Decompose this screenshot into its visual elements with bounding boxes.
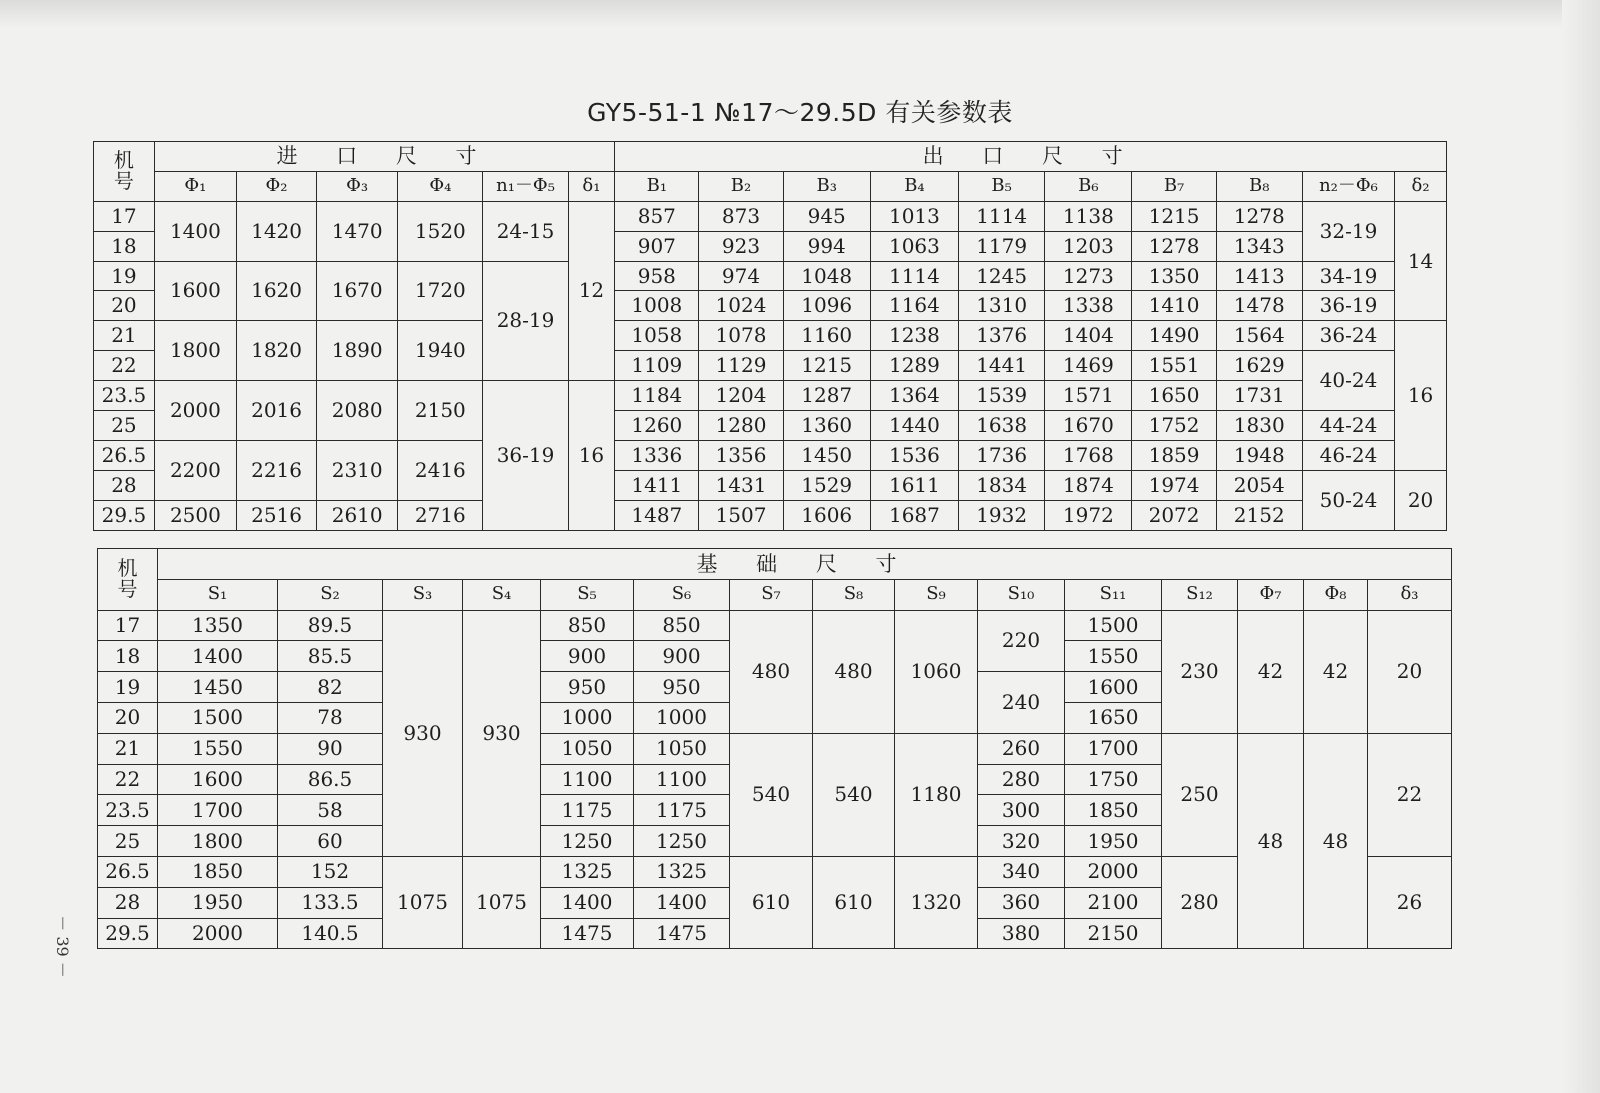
s1-cell: 1850 [158,856,278,887]
s5-cell: 1325 [541,856,634,887]
col-header: Φ₃ [317,171,398,201]
delta2-cell: 20 [1395,470,1447,530]
jihao-cell: 22 [94,351,155,381]
b5-cell: 1376 [959,321,1045,351]
b7-cell: 1278 [1132,231,1216,261]
b3-cell: 1529 [783,470,870,500]
b3-cell: 1606 [783,500,870,530]
s9-cell: 1180 [895,733,978,856]
s11-cell: 1500 [1065,610,1162,641]
col-header: Φ₄ [398,171,483,201]
s5-cell: 900 [541,641,634,672]
s1-cell: 1700 [158,795,278,826]
inlet-header: 进 口 尺 寸 [154,142,614,172]
col-header: Φ₇ [1238,579,1304,610]
n2phi6-cell: 36-19 [1302,291,1394,321]
s6-cell: 1475 [634,918,730,949]
col-header: S₈ [813,579,895,610]
col-header: Φ₂ [236,171,316,201]
b5-cell: 1245 [959,261,1045,291]
b2-cell: 1507 [699,500,783,530]
phi8-cell: 42 [1304,610,1368,733]
b1-cell: 1058 [615,321,699,351]
b7-cell: 1859 [1132,440,1216,470]
jihao-cell: 17 [94,201,155,231]
b1-cell: 1260 [615,411,699,441]
phi3-cell: 2080 [317,381,398,441]
n1phi5-cell: 24-15 [483,201,568,261]
b2-cell: 873 [699,201,783,231]
col-header: B₁ [615,171,699,201]
col-header: Φ₁ [154,171,236,201]
b5-cell: 1736 [959,440,1045,470]
b8-cell: 1564 [1216,321,1302,351]
jihao-cell: 18 [94,231,155,261]
s1-cell: 1550 [158,733,278,764]
phi4-cell: 2716 [398,500,483,530]
s3-cell: 1075 [383,856,463,948]
delta3-cell: 22 [1368,733,1452,856]
b4-cell: 1611 [870,470,958,500]
b6-cell: 1338 [1045,291,1132,321]
b7-cell: 1350 [1132,261,1216,291]
b6-cell: 1768 [1045,440,1132,470]
table-row [94,201,1447,231]
scan-right-edge [1562,0,1600,1093]
col-header: S₇ [730,579,813,610]
scan-top-edge [0,0,1600,28]
s5-cell: 1400 [541,887,634,918]
b3-cell: 1450 [783,440,870,470]
s1-cell: 1350 [158,610,278,641]
col-header: n₁－Φ₅ [483,171,568,201]
s11-cell: 1950 [1065,826,1162,857]
s2-cell: 152 [278,856,383,887]
jihao-cell: 25 [98,826,158,857]
col-header: Φ₈ [1304,579,1368,610]
s12-cell: 280 [1162,856,1238,948]
s2-cell: 82 [278,672,383,703]
phi2-cell: 2516 [236,500,316,530]
b4-cell: 1687 [870,500,958,530]
b3-cell: 1160 [783,321,870,351]
b4-cell: 1114 [870,261,958,291]
s1-cell: 1400 [158,641,278,672]
phi3-cell: 1670 [317,261,398,321]
col-header: B₅ [959,171,1045,201]
page-number [32,905,72,985]
jihao-header-text: 机 号 [113,148,134,194]
table-row [94,500,1447,530]
table-row [94,381,1447,411]
delta2-cell: 14 [1395,201,1447,321]
s5-cell: 1475 [541,918,634,949]
s5-cell: 1250 [541,826,634,857]
s11-cell: 1750 [1065,764,1162,795]
phi1-cell: 1800 [154,321,236,381]
b3-cell: 1360 [783,411,870,441]
n1phi5-cell: 28-19 [483,261,568,381]
phi7-cell: 42 [1238,610,1304,733]
phi1-cell: 2200 [154,440,236,500]
s2-cell: 78 [278,702,383,733]
b7-cell: 1974 [1132,470,1216,500]
b2-cell: 1356 [699,440,783,470]
b5-cell: 1638 [959,411,1045,441]
s10-cell: 320 [978,826,1065,857]
jihao-cell: 21 [94,321,155,351]
s9-cell: 1060 [895,610,978,733]
col-header: S₁₂ [1162,579,1238,610]
b5-cell: 1310 [959,291,1045,321]
b1-cell: 1411 [615,470,699,500]
b6-cell: 1972 [1045,500,1132,530]
phi2-cell: 1420 [236,201,316,261]
col-header: δ₂ [1395,171,1447,201]
col-header: B₆ [1045,171,1132,201]
b6-cell: 1469 [1045,351,1132,381]
jihao-cell: 28 [98,887,158,918]
b7-cell: 1752 [1132,411,1216,441]
col-header: S₄ [463,579,541,610]
b2-cell: 1024 [699,291,783,321]
phi4-cell: 1940 [398,321,483,381]
phi3-cell: 2610 [317,500,398,530]
b6-cell: 1138 [1045,201,1132,231]
jihao-cell: 21 [98,733,158,764]
s12-cell: 230 [1162,610,1238,733]
s5-cell: 1000 [541,702,634,733]
jihao-cell: 26.5 [94,440,155,470]
b7-cell: 1650 [1132,381,1216,411]
phi3-cell: 2310 [317,440,398,500]
s2-cell: 89.5 [278,610,383,641]
s11-cell: 2000 [1065,856,1162,887]
n2phi6-cell: 32-19 [1302,201,1394,261]
jihao-cell: 20 [94,291,155,321]
col-header: S₆ [634,579,730,610]
phi7-cell: 48 [1238,733,1304,949]
col-header: δ₁ [568,171,615,201]
b2-cell: 923 [699,231,783,261]
n2phi6-cell: 46-24 [1302,440,1394,470]
s10-cell: 260 [978,733,1065,764]
b1-cell: 1336 [615,440,699,470]
jihao-cell: 20 [98,702,158,733]
col-header: S₂ [278,579,383,610]
b1-cell: 1008 [615,291,699,321]
b2-cell: 974 [699,261,783,291]
subheader-row [98,579,1452,610]
s1-cell: 1500 [158,702,278,733]
b8-cell: 2152 [1216,500,1302,530]
delta1-cell: 16 [568,381,615,530]
s8-cell: 480 [813,610,895,733]
phi2-cell: 1820 [236,321,316,381]
col-header: S₁₀ [978,579,1065,610]
b7-cell: 1551 [1132,351,1216,381]
b8-cell: 2054 [1216,470,1302,500]
s2-cell: 86.5 [278,764,383,795]
b1-cell: 907 [615,231,699,261]
delta3-cell: 26 [1368,856,1452,948]
b7-cell: 1410 [1132,291,1216,321]
b3-cell: 1048 [783,261,870,291]
b8-cell: 1830 [1216,411,1302,441]
s6-cell: 950 [634,672,730,703]
b6-cell: 1273 [1045,261,1132,291]
jihao-cell: 25 [94,411,155,441]
s6-cell: 1400 [634,887,730,918]
s11-cell: 2100 [1065,887,1162,918]
b5-cell: 1114 [959,201,1045,231]
n2phi6-cell: 50-24 [1302,470,1394,530]
s1-cell: 1950 [158,887,278,918]
b6-cell: 1874 [1045,470,1132,500]
b7-cell: 1490 [1132,321,1216,351]
b1-cell: 1184 [615,381,699,411]
jihao-cell: 19 [98,672,158,703]
s5-cell: 850 [541,610,634,641]
s8-cell: 610 [813,856,895,948]
s2-cell: 133.5 [278,887,383,918]
b2-cell: 1204 [699,381,783,411]
s11-cell: 1700 [1065,733,1162,764]
s6-cell: 1325 [634,856,730,887]
s7-cell: 540 [730,733,813,856]
b3-cell: 994 [783,231,870,261]
b3-cell: 1215 [783,351,870,381]
b5-cell: 1834 [959,470,1045,500]
header-row [94,142,1447,172]
phi4-cell: 1520 [398,201,483,261]
s12-cell: 250 [1162,733,1238,856]
s6-cell: 1175 [634,795,730,826]
jihao-cell: 26.5 [98,856,158,887]
jihao-header-text: 机 号 [117,556,138,602]
n2phi6-cell: 36-24 [1302,321,1394,351]
jihao-cell: 17 [98,610,158,641]
b4-cell: 1364 [870,381,958,411]
s2-cell: 60 [278,826,383,857]
s2-cell: 90 [278,733,383,764]
col-header: B₂ [699,171,783,201]
phi4-cell: 1720 [398,261,483,321]
s2-cell: 140.5 [278,918,383,949]
n2phi6-cell: 34-19 [1302,261,1394,291]
s10-cell: 380 [978,918,1065,949]
b6-cell: 1203 [1045,231,1132,261]
phi1-cell: 2000 [154,381,236,441]
inlet-outlet-table [93,141,1447,531]
s11-cell: 1600 [1065,672,1162,703]
s6-cell: 850 [634,610,730,641]
s5-cell: 1050 [541,733,634,764]
b4-cell: 1289 [870,351,958,381]
page-number-text: － 39 － [52,915,72,978]
n2phi6-cell: 40-24 [1302,351,1394,411]
b4-cell: 1063 [870,231,958,261]
s11-cell: 1850 [1065,795,1162,826]
s6-cell: 1050 [634,733,730,764]
s10-cell: 240 [978,672,1065,734]
phi8-cell: 48 [1304,733,1368,949]
phi2-cell: 1620 [236,261,316,321]
s9-cell: 1320 [895,856,978,948]
b4-cell: 1440 [870,411,958,441]
jihao-cell: 23.5 [98,795,158,826]
jihao-cell: 22 [98,764,158,795]
b7-cell: 2072 [1132,500,1216,530]
b6-cell: 1571 [1045,381,1132,411]
s3-cell: 930 [383,610,463,856]
b8-cell: 1731 [1216,381,1302,411]
jihao-header [94,142,155,202]
phi3-cell: 1470 [317,201,398,261]
jihao-header [98,549,158,611]
table-row [94,321,1447,351]
b1-cell: 857 [615,201,699,231]
s2-cell: 58 [278,795,383,826]
s1-cell: 1600 [158,764,278,795]
col-header: S₁₁ [1065,579,1162,610]
b4-cell: 1013 [870,201,958,231]
b4-cell: 1164 [870,291,958,321]
s4-cell: 930 [463,610,541,856]
phi2-cell: 2016 [236,381,316,441]
phi4-cell: 2416 [398,440,483,500]
b4-cell: 1536 [870,440,958,470]
s4-cell: 1075 [463,856,541,948]
col-header: S₉ [895,579,978,610]
s5-cell: 950 [541,672,634,703]
jihao-cell: 23.5 [94,381,155,411]
jihao-cell: 29.5 [98,918,158,949]
phi3-cell: 1890 [317,321,398,381]
col-header: δ₃ [1368,579,1452,610]
delta2-cell: 16 [1395,321,1447,470]
foundation-table [97,548,1452,949]
b8-cell: 1343 [1216,231,1302,261]
col-header: B₃ [783,171,870,201]
col-header: n₂－Φ₆ [1302,171,1394,201]
b6-cell: 1670 [1045,411,1132,441]
phi2-cell: 2216 [236,440,316,500]
b2-cell: 1280 [699,411,783,441]
table-row [98,733,1452,764]
b2-cell: 1431 [699,470,783,500]
phi1-cell: 1600 [154,261,236,321]
s7-cell: 610 [730,856,813,948]
phi4-cell: 2150 [398,381,483,441]
s10-cell: 280 [978,764,1065,795]
outlet-header: 出 口 尺 寸 [615,142,1447,172]
jihao-cell: 18 [98,641,158,672]
b1-cell: 958 [615,261,699,291]
s10-cell: 340 [978,856,1065,887]
jihao-cell: 29.5 [94,500,155,530]
s2-cell: 85.5 [278,641,383,672]
s1-cell: 1450 [158,672,278,703]
col-header: S₅ [541,579,634,610]
s6-cell: 900 [634,641,730,672]
b3-cell: 1287 [783,381,870,411]
col-header: S₁ [158,579,278,610]
b2-cell: 1078 [699,321,783,351]
jihao-cell: 28 [94,470,155,500]
col-header: B₇ [1132,171,1216,201]
b7-cell: 1215 [1132,201,1216,231]
b8-cell: 1948 [1216,440,1302,470]
s1-cell: 2000 [158,918,278,949]
table-row [94,440,1447,470]
header-row [98,549,1452,580]
s7-cell: 480 [730,610,813,733]
b1-cell: 1487 [615,500,699,530]
s1-cell: 1800 [158,826,278,857]
b2-cell: 1129 [699,351,783,381]
s10-cell: 220 [978,610,1065,672]
table-row [94,261,1447,291]
s5-cell: 1175 [541,795,634,826]
phi1-cell: 1400 [154,201,236,261]
b6-cell: 1404 [1045,321,1132,351]
s11-cell: 1650 [1065,702,1162,733]
b1-cell: 1109 [615,351,699,381]
b5-cell: 1539 [959,381,1045,411]
foundation-header: 基 础 尺 寸 [158,549,1452,580]
s8-cell: 540 [813,733,895,856]
s6-cell: 1000 [634,702,730,733]
n1phi5-cell: 36-19 [483,381,568,530]
jihao-cell: 19 [94,261,155,291]
s6-cell: 1100 [634,764,730,795]
table-row [98,610,1452,641]
col-header: S₃ [383,579,463,610]
s5-cell: 1100 [541,764,634,795]
b8-cell: 1629 [1216,351,1302,381]
b3-cell: 945 [783,201,870,231]
b8-cell: 1478 [1216,291,1302,321]
s11-cell: 2150 [1065,918,1162,949]
delta1-cell: 12 [568,201,615,380]
col-header: B₈ [1216,171,1302,201]
b8-cell: 1278 [1216,201,1302,231]
s10-cell: 300 [978,795,1065,826]
b5-cell: 1441 [959,351,1045,381]
page-title: GY5-51-1 №17～29.5D 有关参数表 [587,98,1013,127]
s6-cell: 1250 [634,826,730,857]
subheader-row [94,171,1447,201]
b8-cell: 1413 [1216,261,1302,291]
n2phi6-cell: 44-24 [1302,411,1394,441]
s11-cell: 1550 [1065,641,1162,672]
b3-cell: 1096 [783,291,870,321]
b5-cell: 1932 [959,500,1045,530]
b5-cell: 1179 [959,231,1045,261]
delta3-cell: 20 [1368,610,1452,733]
b4-cell: 1238 [870,321,958,351]
col-header: B₄ [870,171,958,201]
phi1-cell: 2500 [154,500,236,530]
s10-cell: 360 [978,887,1065,918]
